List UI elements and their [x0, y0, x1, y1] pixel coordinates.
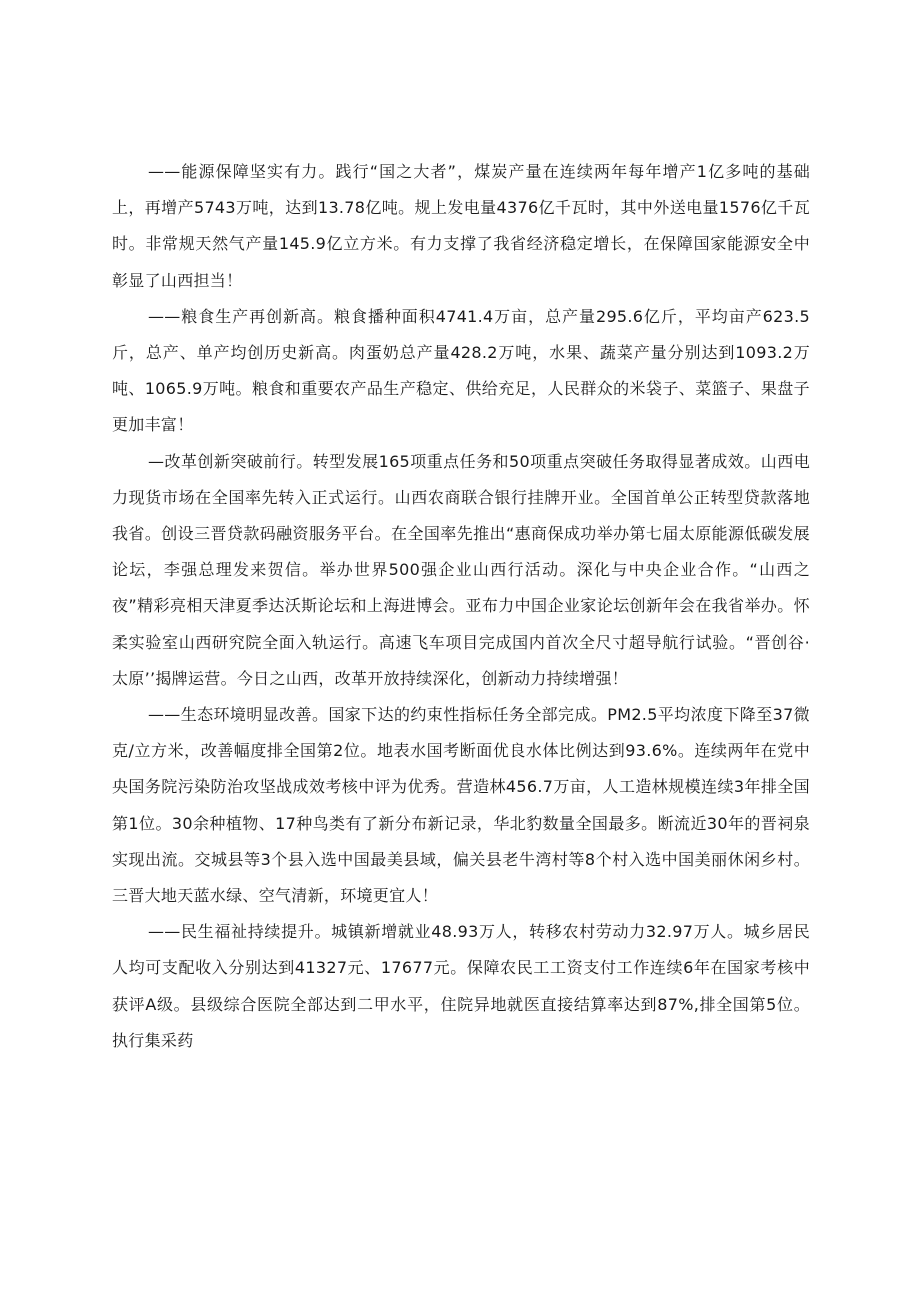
paragraph-ecology: ——生态环境明显改善。国家下达的约束性指标任务全部完成。PM2.5平均浓度下降至37微克/立方米，改善幅度排全国第2位。地表水国考断面优良水体比例达到93.6%。连续两年在党中央国务院污染防治攻坚战成效考核中评为优秀。营造林456.7万亩，人工造林规模连续3年排全国第1位。30余种植物、17种鸟类有了新分布新记录，华北豹数量全国最多。断流近30年的晋祠泉实现出流。交城县等3个县入选中国最美县域，偏关县老牛湾村等8个村入选中国美丽休闲乡村。三晋大地天蓝水绿、空气清新，环境更宜人！ [112, 705, 810, 906]
paragraph-grain: ——粮食生产再创新高。粮食播种面积4741.4万亩，总产量295.6亿斤，平均亩产623.5斤，总产、单产均创历史新高。肉蛋奶总产量428.2万吨，水果、蔬菜产量分别达到1093.2万吨、1065.9万吨。粮食和重要农产品生产稳定、供给充足，人民群众的米袋子、菜篮子、果盘子更加丰富！ [112, 306, 810, 435]
paragraph-reform: —改革创新突破前行。转型发展165项重点任务和50项重点突破任务取得显著成效。山西电力现货市场在全国率先转入正式运行。山西农商联合银行挂牌开业。全国首单公正转型贷款落地我省。创设三晋贷款码融资服务平台。在全国率先推出“惠商保成功举办第七届太原能源低碳发展论坛，李强总理发来贺信。举办世界500强企业山西行活动。深化与中央企业合作。“山西之夜”精彩亮相天津夏季达沃斯论坛和上海进博会。亚布力中国企业家论坛创新年会在我省举办。怀柔实验室山西研究院全面入轨运行。高速飞车项目完成国内首次全尺寸超导航行试验。“晋创谷·太原’’揭牌运营。今日之山西，改革开放持续深化，创新动力持续增强！ [112, 451, 810, 688]
paragraph-livelihood: ——民生福祉持续提升。城镇新增就业48.93万人，转移农村劳动力32.97万人。城乡居民人均可支配收入分别达到41327元、17677元。保障农民工工资支付工作连续6年在国家考核中获评A级。县级综合医院全部达到二甲水平，住院异地就医直接结算率达到87%,排全国第5位。执行集采药 [112, 922, 810, 1050]
paragraph-energy: ——能源保障坚实有力。践行“国之大者”，煤炭产量在连续两年每年增产1亿多吨的基础上，再增产5743万吨，达到13.78亿吨。规上发电量4376亿千瓦时，其中外送电量1576亿千瓦时。非常规天然气产量145.9亿立方米。有力支撑了我省经济稳定增长，在保障国家能源安全中彰显了山西担当！ [112, 162, 810, 290]
